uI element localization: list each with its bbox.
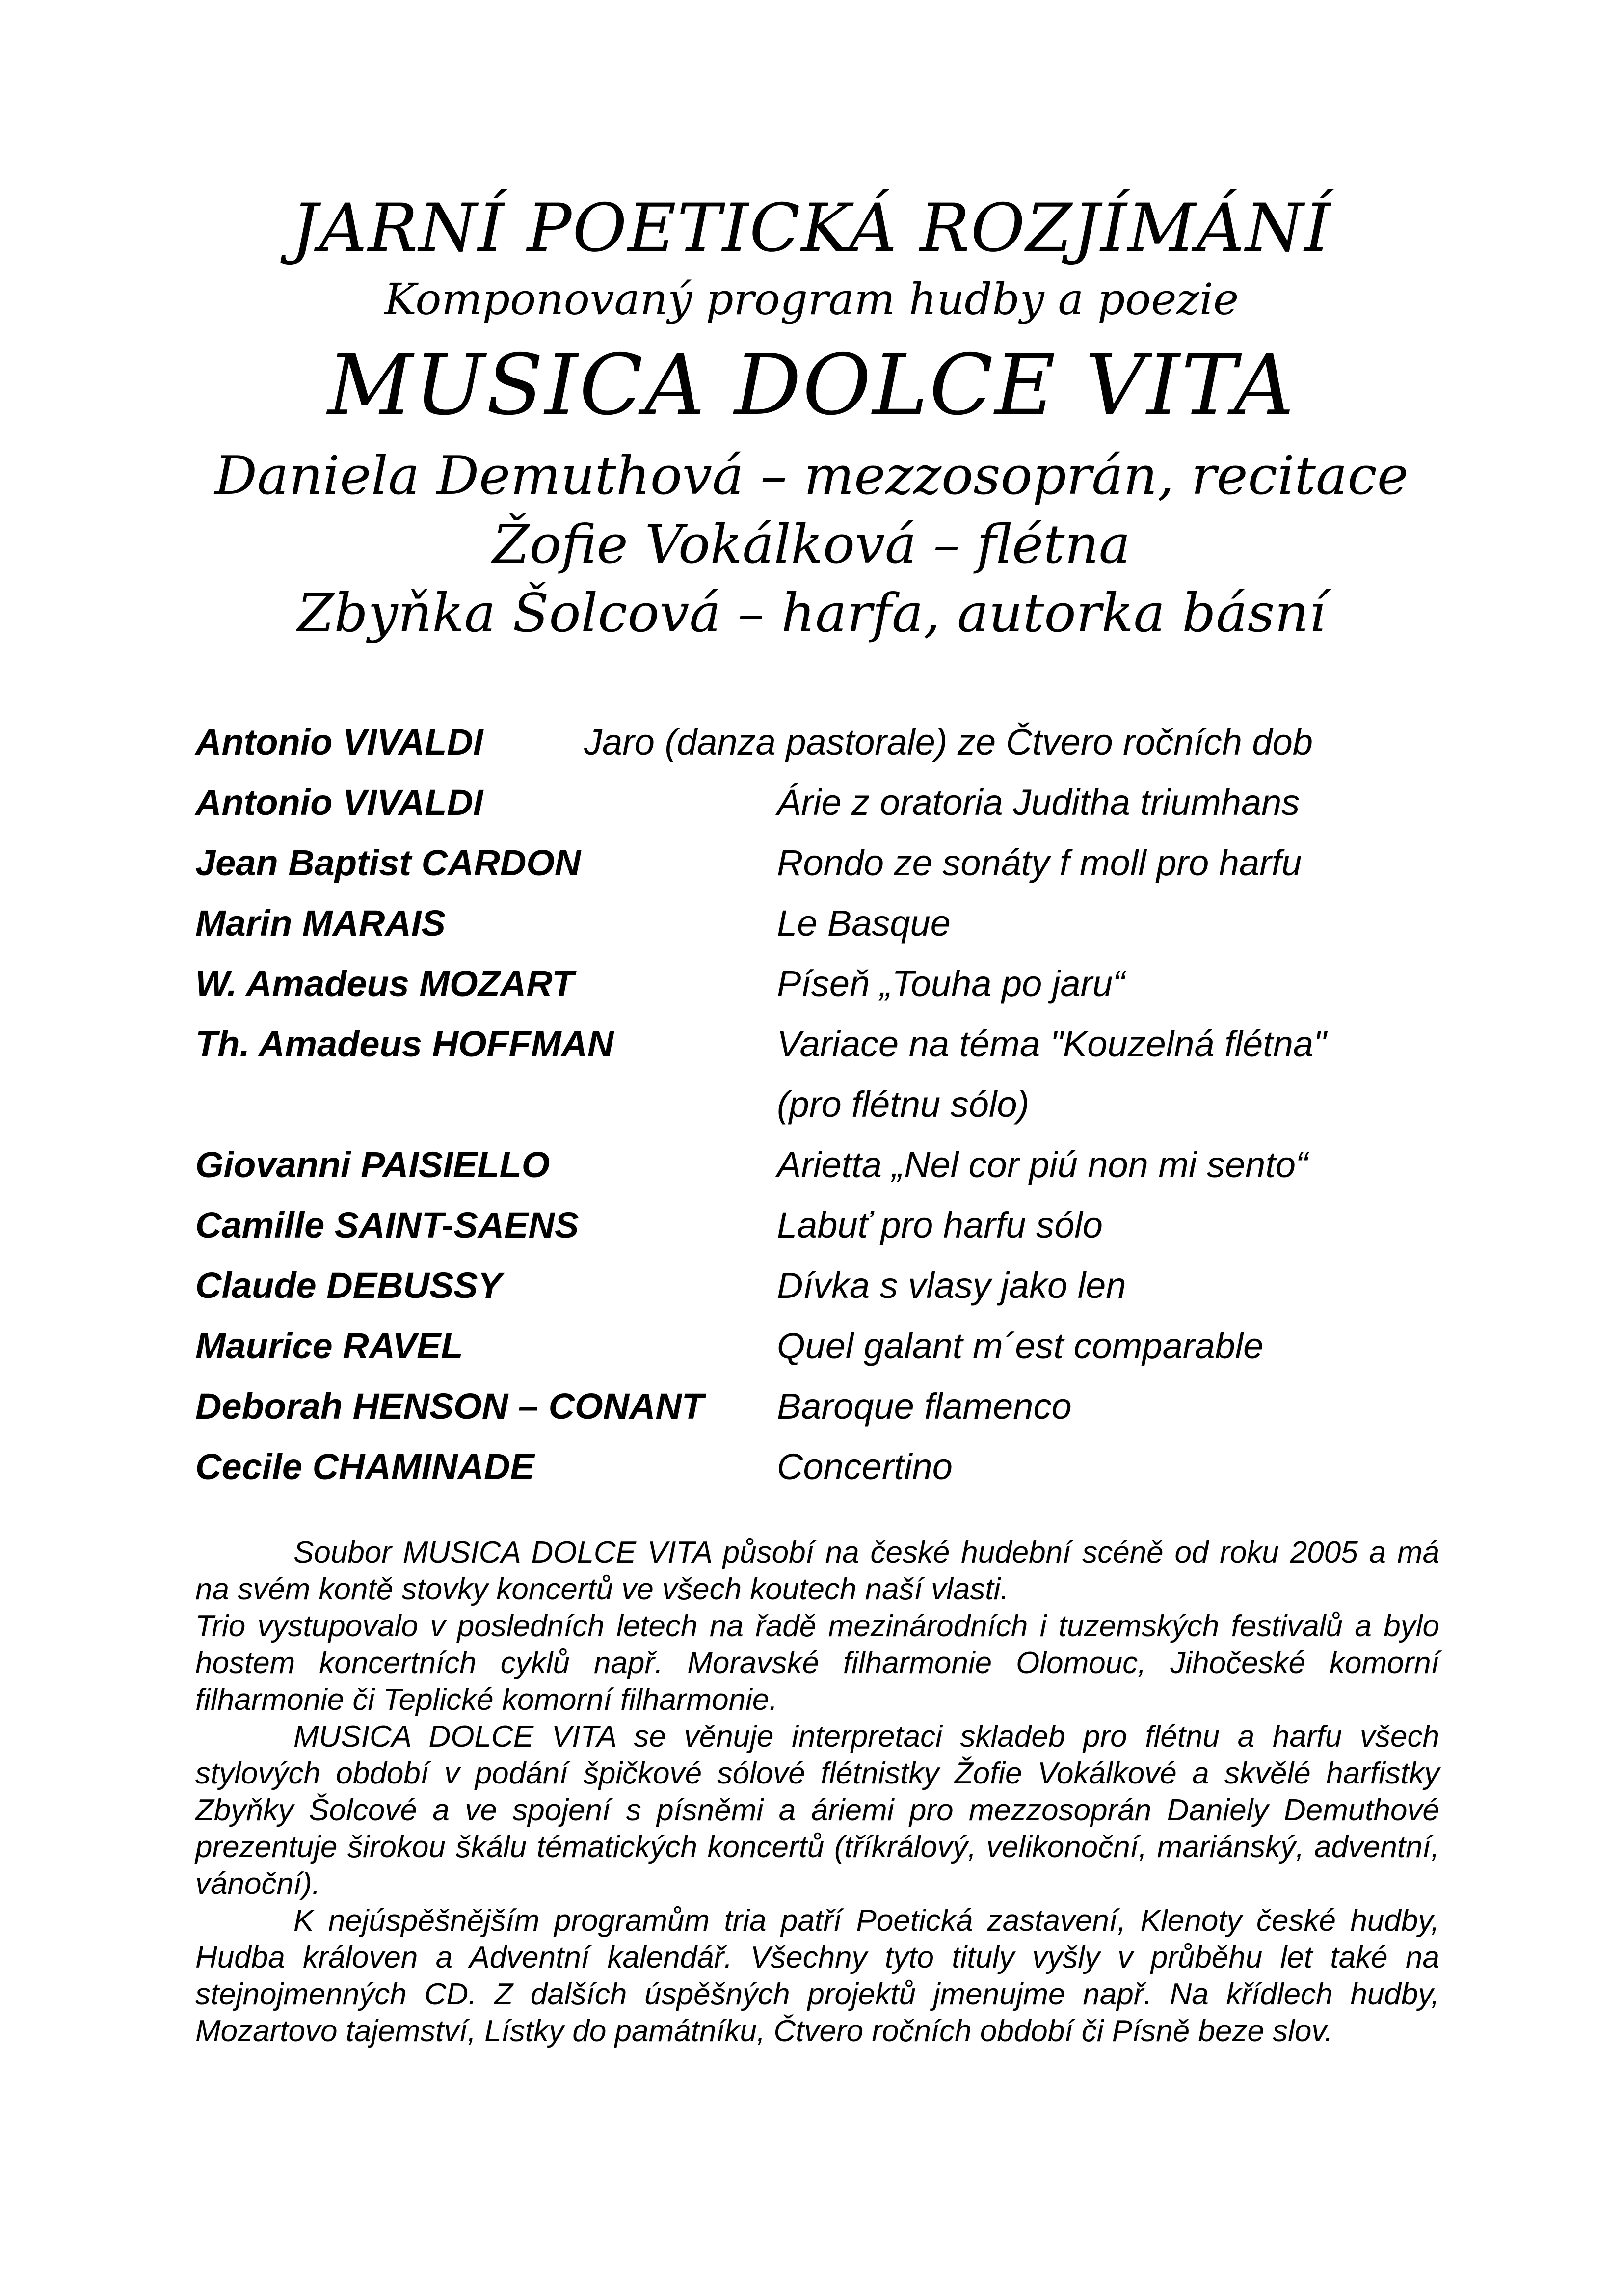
composer-name: Maurice RAVEL [195, 1325, 463, 1366]
work-title: Rondo ze sonáty f moll pro harfu [777, 842, 1302, 883]
bio-paragraph: Soubor MUSICA DOLCE VITA působí na české hudební scéně od roku 2005 a má na svém kontě stovky koncertů ve všech koutech naší vlasti. [195, 1536, 1439, 1606]
composer-name: Antonio VIVALDI [195, 722, 483, 762]
program-row [195, 1376, 1452, 1436]
composer-name: Th. Amadeus HOFFMAN [195, 1024, 614, 1064]
work-title: Labuť pro harfu sólo [777, 1205, 1103, 1245]
work-title: Dívka s vlasy jako len [777, 1265, 1126, 1306]
composer-name: Cecile CHAMINADE [195, 1446, 534, 1487]
program-row [195, 712, 1452, 772]
performer-line: Zbyňka Šolcová – harfa, autorka básní [297, 583, 1326, 644]
program-row [195, 772, 1452, 833]
bio-paragraph: Trio vystupovalo v posledních letech na řadě mezinárodních i tuzemských festivalů a bylo hostem koncertních cyklů např. Moravské filharmonie Olomouc, Jihočeské komorní filharmonie či Teplické komorní filharmonie. [195, 1609, 1439, 1717]
work-title: Jaro (danza pastorale) ze Čtvero ročních dob [584, 722, 1313, 762]
program-row [195, 1316, 1452, 1376]
composer-name: Camille SAINT-SAENS [195, 1205, 579, 1245]
ensemble-bio [195, 1534, 1439, 2050]
performer-line: Daniela Demuthová – mezzosoprán, recitace [214, 445, 1409, 507]
program-list [195, 712, 1452, 1497]
bio-paragraph: MUSICA DOLCE VITA se věnuje interpretaci skladeb pro flétnu a harfu všech stylových období v podání špičkové sólové flétnistky Žofie Vokálkové a skvělé harfistky Zbyňky Šolcové a ve spojení s písněmi a áriemi pro mezzosoprán Daniely Demuthové prezentuje širokou škálu tématických koncertů (tříkrálový, velikonoční, mariánský, adventní, vánoční). [195, 1720, 1439, 1901]
composer-name: Antonio VIVALDI [195, 782, 483, 823]
composer-name: Marin MARAIS [195, 903, 446, 944]
work-title: Variace na téma "Kouzelná flétna" [777, 1024, 1327, 1064]
event-title: JARNÍ POETICKÁ ROZJÍMÁNÍ [292, 189, 1331, 267]
work-title: Arietta „Nel cor piú non mi sento“ [777, 1144, 1308, 1185]
composer-name: Deborah HENSON – CONANT [195, 1386, 704, 1427]
ensemble-name: MUSICA DOLCE VITA [327, 337, 1296, 434]
composer-name: Claude DEBUSSY [195, 1265, 503, 1306]
program-row [195, 833, 1452, 893]
work-title: (pro flétnu sólo) [777, 1084, 1030, 1125]
composer-name: Jean Baptist CARDON [195, 842, 581, 883]
program-row [195, 1436, 1452, 1497]
work-title: Baroque flamenco [777, 1386, 1072, 1427]
program-row [195, 953, 1452, 1014]
program-row [195, 1255, 1452, 1316]
composer-name: W. Amadeus MOZART [195, 963, 574, 1004]
program-row [195, 1074, 1452, 1134]
work-title: Le Basque [777, 903, 951, 944]
bio-paragraph: K nejúspěšnějším programům tria patří Poetická zastavení, Klenoty české hudby, Hudba královen a Adventní kalendář. Všechny tyto tituly vyšly v průběhu let také na stejnojmenných CD. Z dalších úspěšných projektů jmenujme např. Na křídlech hudby, Mozartovo tajemství, Lístky do památníku, Čtvero ročních období či Písně beze slov. [195, 1904, 1439, 2048]
event-subtitle: Komponovaný program hudby a poezie [384, 274, 1239, 324]
work-title: Concertino [777, 1446, 953, 1487]
program-row [195, 1195, 1452, 1255]
work-title: Árie z oratoria Juditha triumhans [777, 782, 1300, 823]
work-title: Quel galant m´est comparable [777, 1325, 1264, 1366]
program-row [195, 1134, 1452, 1195]
composer-name: Giovanni PAISIELLO [195, 1144, 550, 1185]
header [0, 187, 1623, 648]
program-row [195, 893, 1452, 953]
program-row [195, 1014, 1452, 1074]
work-title: Píseň „Touha po jaru“ [777, 963, 1125, 1004]
performer-line: Žofie Vokálková – flétna [492, 514, 1131, 575]
